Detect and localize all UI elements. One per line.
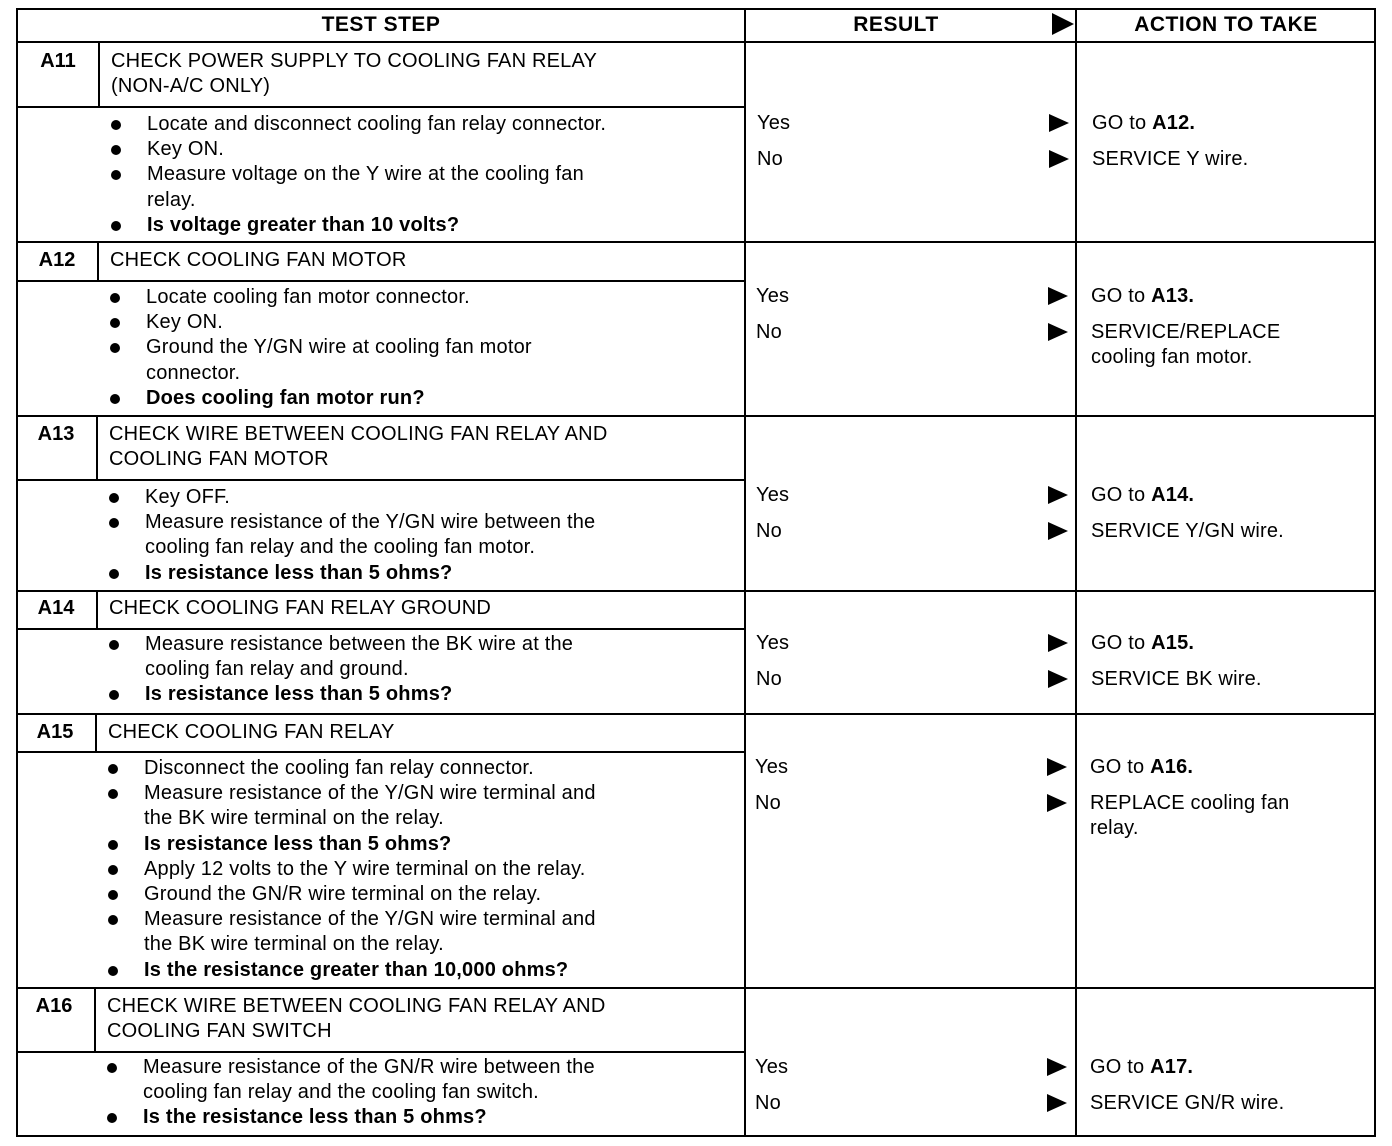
result-no: No — [756, 668, 782, 690]
action-service: SERVICE GN/R wire. — [1090, 1092, 1285, 1114]
action-goto — [1090, 1055, 1193, 1080]
test-question: Is resistance less than 5 ohms? — [144, 832, 452, 855]
step-title-line: CHECK COOLING FAN RELAY GROUND — [109, 597, 491, 619]
bullet-icon — [110, 293, 120, 303]
test-instruction: Ground the GN/R wire terminal on the relay. — [144, 883, 542, 905]
grid-line — [16, 713, 1376, 715]
test-instruction: Measure resistance of the GN/R wire between the — [143, 1056, 595, 1078]
test-instruction: the BK wire terminal on the relay. — [144, 807, 444, 830]
bullet-icon — [110, 343, 120, 353]
test-instruction: Key ON. — [146, 311, 223, 334]
action-goto-step: A12. — [1152, 112, 1196, 134]
step-id-a16: A16 — [35, 995, 73, 1017]
action-service: relay. — [1090, 817, 1139, 840]
action-service: SERVICE Y wire. — [1092, 148, 1249, 170]
test-question: Is the resistance greater than 10,000 ohms? — [144, 958, 569, 981]
bullet-icon — [110, 318, 120, 328]
test-instruction: Disconnect the cooling fan relay connector. — [144, 757, 534, 779]
step-id-a14: A14 — [37, 597, 75, 619]
test-instruction: Ground the Y/GN wire at cooling fan motor — [146, 336, 532, 359]
bullet-icon — [108, 915, 118, 925]
step-id-a12: A12 — [38, 249, 76, 271]
result-yes: Yes — [755, 1056, 789, 1078]
bullet-icon — [108, 865, 118, 875]
action-service: REPLACE cooling fan — [1090, 792, 1290, 814]
grid-line — [1374, 8, 1376, 1136]
result-yes: Yes — [755, 756, 789, 778]
result-yes: Yes — [756, 484, 790, 506]
action-goto-step: A13. — [1151, 285, 1195, 307]
bullet-icon — [111, 120, 121, 130]
test-instruction: Apply 12 volts to the Y wire terminal on the relay. — [144, 857, 586, 880]
action-service: SERVICE/REPLACE — [1091, 321, 1281, 343]
result-yes: Yes — [757, 112, 791, 134]
test-instruction: Measure voltage on the Y wire at the cooling fan — [147, 163, 584, 186]
step-title-line: (NON-A/C ONLY) — [111, 75, 271, 98]
action-goto-step: A14. — [1151, 484, 1195, 506]
grid-line — [16, 1051, 744, 1053]
header-test-step: TEST STEP — [321, 13, 441, 36]
action-service: cooling fan motor. — [1091, 346, 1253, 369]
step-title-line: CHECK WIRE BETWEEN COOLING FAN RELAY AND — [109, 423, 608, 445]
arrow-right-icon — [1049, 150, 1069, 168]
step-id-a13: A13 — [37, 423, 75, 445]
arrow-right-icon — [1049, 114, 1069, 132]
test-question: Is the resistance less than 5 ohms? — [143, 1106, 487, 1129]
test-instruction: Key ON. — [147, 138, 224, 161]
grid-line — [16, 751, 744, 753]
grid-line — [744, 8, 746, 1136]
result-no: No — [757, 148, 783, 170]
arrow-right-icon — [1047, 1058, 1067, 1076]
action-goto — [1091, 483, 1194, 508]
grid-line — [96, 415, 98, 479]
grid-line — [16, 106, 744, 108]
bullet-icon — [111, 145, 121, 155]
grid-line — [16, 987, 1376, 989]
arrow-right-icon — [1048, 323, 1068, 341]
bullet-icon — [109, 518, 119, 528]
result-yes: Yes — [756, 285, 790, 307]
test-instruction: Locate and disconnect cooling fan relay connector. — [147, 113, 607, 135]
step-title-line: COOLING FAN MOTOR — [109, 448, 329, 471]
test-instruction: Measure resistance between the BK wire at the — [145, 633, 574, 655]
action-goto-prefix: GO to — [1090, 756, 1151, 778]
bullet-icon — [108, 789, 118, 799]
action-goto-prefix: GO to — [1091, 484, 1152, 506]
bullet-icon — [110, 394, 120, 404]
bullet-icon — [111, 221, 121, 231]
arrow-right-icon — [1048, 670, 1068, 688]
grid-line — [16, 241, 1376, 243]
action-goto — [1092, 111, 1195, 136]
test-instruction: connector. — [146, 361, 241, 384]
grid-line — [1075, 8, 1077, 1136]
grid-line — [98, 43, 100, 106]
test-instruction: cooling fan relay and the cooling fan switch. — [143, 1081, 539, 1104]
header-result: RESULT — [853, 13, 939, 36]
result-no: No — [756, 520, 782, 542]
header-action-to-take: ACTION TO TAKE — [1134, 13, 1318, 36]
result-yes: Yes — [756, 632, 790, 654]
bullet-icon — [109, 690, 119, 700]
grid-line — [94, 987, 96, 1051]
step-title-line: CHECK COOLING FAN RELAY — [108, 721, 395, 743]
test-instruction: cooling fan relay and ground. — [145, 658, 409, 681]
bullet-icon — [108, 840, 118, 850]
test-question: Is resistance less than 5 ohms? — [145, 683, 453, 706]
test-question: Does cooling fan motor run? — [146, 386, 425, 409]
result-no: No — [755, 792, 781, 814]
bullet-icon — [108, 966, 118, 976]
grid-line — [16, 280, 744, 282]
test-question: Is resistance less than 5 ohms? — [145, 561, 453, 584]
arrow-right-icon — [1047, 758, 1067, 776]
grid-line — [16, 479, 744, 481]
arrow-right-icon — [1047, 794, 1067, 812]
bullet-icon — [108, 764, 118, 774]
action-goto-prefix: GO to — [1091, 632, 1152, 654]
arrow-right-icon — [1048, 522, 1068, 540]
test-instruction: Measure resistance of the Y/GN wire terminal and — [144, 782, 596, 805]
grid-line — [97, 241, 99, 280]
step-id-a15: A15 — [36, 721, 74, 743]
grid-line — [16, 8, 1376, 10]
action-goto-step: A17. — [1150, 1056, 1194, 1078]
action-service: SERVICE BK wire. — [1091, 668, 1262, 690]
action-goto-prefix: GO to — [1092, 112, 1153, 134]
arrow-right-icon — [1048, 486, 1068, 504]
action-goto — [1091, 284, 1194, 309]
grid-line — [16, 41, 1376, 43]
bullet-icon — [109, 569, 119, 579]
test-instruction: Key OFF. — [145, 486, 230, 508]
grid-line — [16, 8, 18, 1136]
grid-line — [16, 415, 1376, 417]
grid-line — [16, 590, 1376, 592]
bullet-icon — [109, 493, 119, 503]
action-goto-prefix: GO to — [1091, 285, 1152, 307]
grid-line — [96, 590, 98, 628]
arrow-right-icon — [1048, 634, 1068, 652]
test-question: Is voltage greater than 10 volts? — [147, 213, 460, 236]
action-goto-step: A15. — [1151, 632, 1195, 654]
result-no: No — [755, 1092, 781, 1114]
arrow-right-icon — [1047, 1094, 1067, 1112]
bullet-icon — [109, 640, 119, 650]
action-goto-step: A16. — [1150, 756, 1194, 778]
grid-line — [16, 1135, 1376, 1137]
header-arrow-icon — [1052, 13, 1074, 35]
bullet-icon — [108, 890, 118, 900]
bullet-icon — [111, 170, 121, 180]
step-title-line: COOLING FAN SWITCH — [107, 1020, 332, 1043]
action-goto-prefix: GO to — [1090, 1056, 1151, 1078]
bullet-icon — [107, 1063, 117, 1073]
test-instruction: Measure resistance of the Y/GN wire between the — [145, 511, 596, 534]
action-goto — [1090, 755, 1193, 780]
test-instruction: the BK wire terminal on the relay. — [144, 933, 444, 956]
result-no: No — [756, 321, 782, 343]
test-instruction: cooling fan relay and the cooling fan motor. — [145, 536, 536, 559]
test-instruction: relay. — [147, 188, 196, 211]
test-instruction: Locate cooling fan motor connector. — [146, 286, 470, 308]
grid-line — [95, 713, 97, 751]
test-instruction: Measure resistance of the Y/GN wire terminal and — [144, 908, 596, 931]
bullet-icon — [107, 1113, 117, 1123]
grid-line — [16, 628, 744, 630]
action-service: SERVICE Y/GN wire. — [1091, 520, 1284, 542]
step-title-line: CHECK COOLING FAN MOTOR — [110, 249, 407, 271]
step-id-a11: A11 — [40, 50, 76, 72]
action-goto — [1091, 631, 1194, 656]
step-title-line: CHECK POWER SUPPLY TO COOLING FAN RELAY — [111, 50, 598, 72]
arrow-right-icon — [1048, 287, 1068, 305]
step-title-line: CHECK WIRE BETWEEN COOLING FAN RELAY AND — [107, 995, 606, 1017]
